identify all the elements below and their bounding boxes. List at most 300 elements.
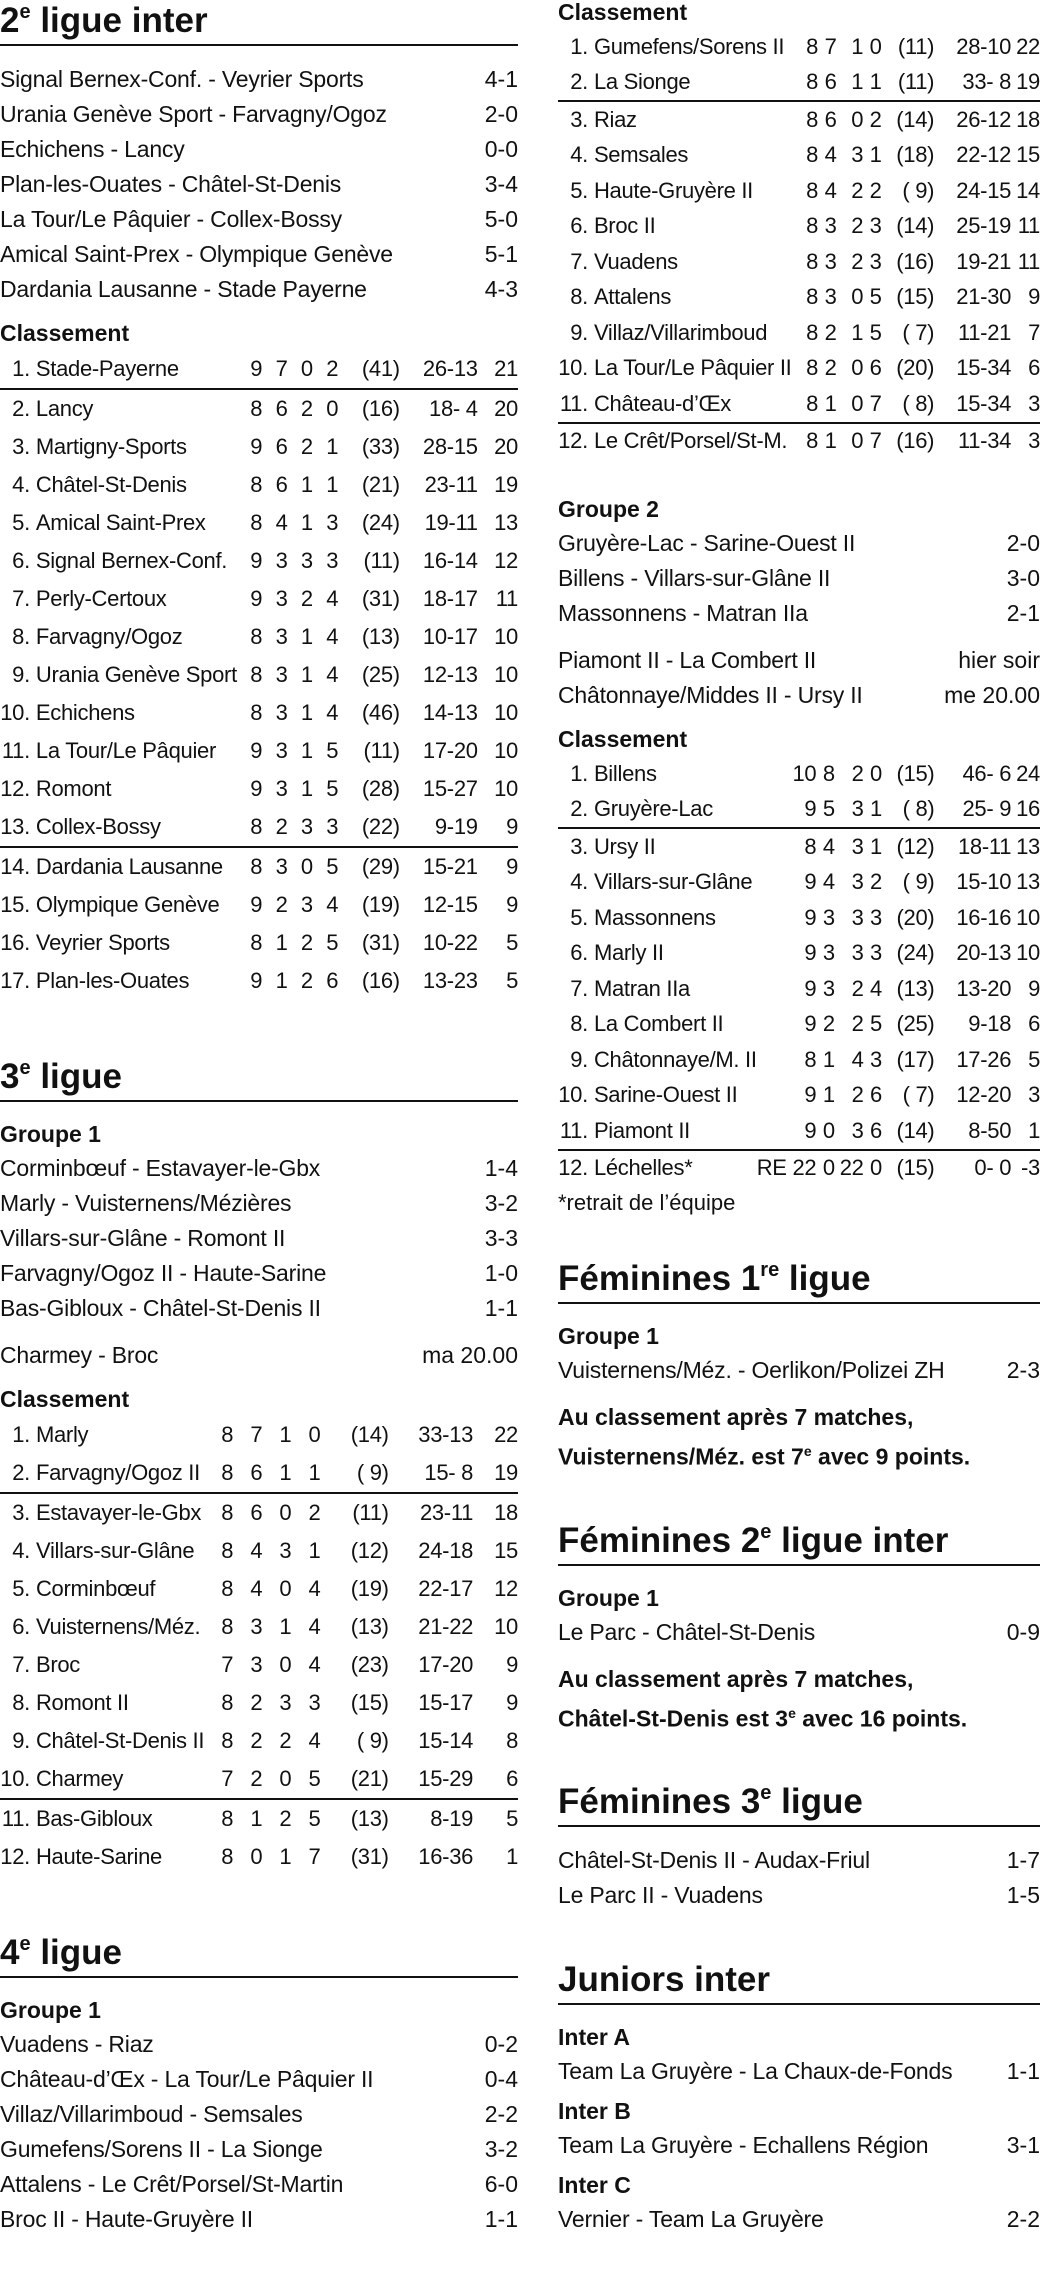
row-lost: 1 [864, 792, 882, 829]
table-row [0, 580, 518, 618]
row-drawn: 0 [279, 1652, 292, 1677]
row-team: Attalens [593, 284, 672, 310]
row-played: 10 [792, 760, 817, 786]
row-drawn: 0 [837, 386, 864, 423]
table-row [558, 101, 1040, 138]
match-row [0, 132, 518, 167]
row-drawn: 2 [300, 968, 313, 993]
row-penalty: (15) [896, 760, 935, 786]
row-played: 8 [806, 33, 819, 59]
section-title: Féminines 2e ligue inter [558, 1520, 1040, 1566]
row-team: Romont [35, 776, 112, 801]
row-played: 9 [804, 940, 817, 966]
row-rank: 2. [0, 1454, 36, 1493]
row-lost: 1 [326, 472, 339, 497]
row-won: 3 [822, 904, 835, 930]
row-penalty: (16) [896, 428, 935, 454]
row-won: 4 [822, 869, 835, 895]
row-played: 9 [804, 975, 817, 1001]
row-goals: 14-13 [422, 700, 478, 725]
row-won: 4 [275, 510, 288, 535]
row-played: 8 [250, 472, 263, 497]
row-drawn: 2 [279, 1806, 292, 1831]
row-goals: 21-22 [418, 1614, 474, 1639]
row-rank: 2. [558, 65, 594, 102]
table-row [558, 65, 1040, 102]
match-row [0, 2132, 518, 2167]
match-row [0, 167, 518, 202]
row-lost: 0 [326, 396, 339, 421]
row-played: 8 [250, 854, 263, 879]
row-team: Châtel-St-Denis II [35, 1728, 205, 1753]
row-played: 8 [204, 1454, 233, 1493]
row-lost: 5 [326, 854, 339, 879]
row-points: 5 [1028, 1046, 1040, 1072]
row-points: 10 [1016, 940, 1040, 966]
table-row [558, 792, 1040, 829]
match-teams: Billens - Villars-sur-Glâne II [558, 565, 831, 591]
row-won: 3 [824, 284, 837, 310]
row-played: 8 [250, 510, 263, 535]
table-row [558, 1113, 1040, 1150]
match-results [558, 2128, 1040, 2163]
row-points: 14 [1016, 177, 1040, 203]
row-goals: 17-26 [956, 1046, 1012, 1072]
row-rank: 7. [12, 1652, 30, 1677]
row-team: Marly II [593, 940, 664, 966]
row-drawn: 2 [300, 434, 313, 459]
row-points: 15 [494, 1538, 518, 1563]
row-goals: 13-23 [422, 968, 478, 993]
row-penalty: (13) [350, 1614, 389, 1639]
row-lost: 4 [326, 624, 339, 649]
row-played: 8 [804, 833, 817, 859]
row-lost: 1 [870, 833, 882, 859]
row-points: 20 [494, 434, 518, 459]
row-goals: 26-12 [956, 106, 1012, 132]
section-title: Juniors inter [558, 1959, 1040, 2005]
match-score: 2-3 [1006, 1357, 1040, 1383]
row-won: 5 [816, 792, 834, 829]
row-won: 2 [824, 319, 837, 345]
row-won: 6 [250, 1500, 263, 1525]
row-points: 5 [506, 968, 518, 993]
row-lost: 5 [326, 930, 339, 955]
row-penalty: (15) [350, 1690, 389, 1715]
row-penalty: ( 9) [902, 869, 935, 895]
table-row [558, 865, 1040, 901]
row-penalty: ( 9) [320, 1454, 388, 1493]
row-won: 1 [824, 428, 837, 454]
row-rank: 11. [558, 386, 594, 423]
row-points: 10 [494, 662, 518, 687]
row-lost: 4 [308, 1576, 321, 1601]
row-lost: 3 [308, 1690, 321, 1715]
row-rank: 10. [558, 1082, 588, 1108]
row-won: 3 [275, 738, 288, 763]
section-4e-ligue-classement [558, 0, 1040, 459]
table-row [558, 1078, 1040, 1114]
row-rank: 7. [12, 586, 30, 611]
row-points: 13 [1016, 869, 1040, 895]
row-points: 10 [494, 700, 518, 725]
row-drawn: 3 [288, 808, 313, 847]
match-teams: Le Parc II - Vuadens [558, 1882, 763, 1909]
row-rank: 12. [558, 428, 588, 454]
row-points: 7 [1028, 319, 1040, 345]
row-penalty: (31) [361, 930, 400, 955]
match-score: 4-1 [484, 66, 518, 92]
row-penalty: (19) [361, 892, 400, 917]
match-teams: Team La Gruyère - La Chaux-de-Fonds [558, 2058, 953, 2085]
match-teams: La Tour/Le Pâquier - Collex-Bossy [0, 206, 342, 232]
match-score: 2-2 [484, 2101, 518, 2127]
row-team: La Tour/Le Pâquier II [593, 355, 792, 381]
match-teams: Marly - Vuisternens/Mézières [0, 1190, 292, 1216]
row-rank: 1. [570, 33, 588, 59]
row-drawn: 2 [300, 396, 313, 421]
row-goals: 24-15 [956, 177, 1012, 203]
match-teams: Vernier - Team La Gruyère [558, 2206, 824, 2233]
row-rank: 16. [0, 930, 30, 955]
row-goals: 15-14 [418, 1728, 474, 1753]
row-goals: 15-21 [422, 854, 478, 879]
row-team: Signal Bernex-Conf. [35, 548, 228, 573]
table-row [0, 1646, 518, 1684]
table-row [0, 1570, 518, 1608]
table-row [0, 542, 518, 580]
row-rank: 5. [12, 510, 30, 535]
row-won: 3 [824, 213, 837, 239]
match-row [0, 202, 518, 237]
match-row [0, 2062, 518, 2097]
match-row [0, 1291, 518, 1326]
row-goals: 10-22 [422, 930, 478, 955]
match-score: 3-0 [1006, 565, 1040, 591]
row-lost: 4 [326, 892, 339, 917]
row-won: 7 [262, 350, 287, 389]
row-points: 1 [506, 1844, 518, 1869]
row-lost: 5 [326, 738, 339, 763]
match-results [558, 2202, 1040, 2237]
row-points: 10 [494, 738, 518, 763]
row-drawn: 3 [851, 869, 864, 895]
row-team: Lancy [35, 396, 94, 421]
row-points: 15 [1016, 142, 1040, 168]
table-row [0, 1532, 518, 1570]
row-goals: 9-18 [968, 1011, 1012, 1037]
row-won: 2 [250, 1690, 263, 1715]
match-teams: Châtel-St-Denis II - Audax-Friul [558, 1847, 870, 1874]
row-lost: 4 [308, 1614, 321, 1639]
row-penalty: ( 7) [902, 1082, 935, 1108]
section-title: Féminines 1re ligue [558, 1258, 1040, 1304]
row-penalty: (23) [350, 1652, 389, 1677]
row-rank: 3. [570, 833, 588, 859]
row-rank: 4. [570, 142, 588, 168]
row-penalty: ( 9) [902, 177, 935, 203]
row-won: 1 [250, 1806, 263, 1831]
row-goals: 19-11 [424, 510, 478, 535]
row-won: 1 [275, 968, 288, 993]
table-row [0, 1722, 518, 1760]
row-drawn: 2 [851, 1082, 864, 1108]
row-drawn: 1 [300, 624, 313, 649]
table-row [558, 351, 1040, 387]
row-penalty: (46) [361, 700, 400, 725]
row-points: 12 [494, 1576, 518, 1601]
match-teams: Vuisternens/Méz. - Oerlikon/Polizei ZH [558, 1357, 945, 1383]
row-goals: 24-18 [418, 1538, 474, 1563]
match-teams: Châtonnaye/Middes II - Ursy II [558, 682, 863, 708]
row-penalty: (24) [361, 510, 400, 535]
row-played: 8 [221, 1844, 234, 1869]
row-points: 20 [494, 396, 518, 421]
row-won: 6 [233, 1454, 262, 1493]
section-feminines-3e-ligue [558, 1781, 1040, 1913]
row-penalty: (11) [882, 65, 935, 102]
match-row [558, 596, 1040, 631]
table-row [0, 1799, 518, 1838]
row-drawn: 1 [300, 738, 313, 763]
standings-table [558, 29, 1040, 459]
row-lost: 5 [869, 284, 882, 310]
row-goals: 25- 9 [934, 792, 1011, 829]
table-row [0, 1760, 518, 1799]
group-label: Inter C [558, 2172, 631, 2199]
group-label: Groupe 1 [558, 1584, 659, 1611]
row-penalty: ( 7) [902, 319, 935, 345]
row-lost: 3 [869, 213, 882, 239]
row-team: Ursy II [593, 833, 656, 859]
row-points: 10 [494, 1614, 518, 1639]
row-goals: 15-34 [956, 355, 1012, 381]
row-points: 3 [1028, 428, 1040, 454]
group-label: Groupe 1 [558, 1323, 659, 1349]
match-score: 0-9 [1006, 1618, 1040, 1645]
row-penalty: (28) [361, 776, 400, 801]
row-team: Villars-sur-Glâne [593, 869, 753, 895]
row-played: 8 [806, 248, 819, 274]
match-score: 3-4 [484, 171, 518, 197]
table-row [558, 828, 1040, 865]
row-played: 8 [250, 930, 263, 955]
section-title: 2e ligue inter [0, 0, 518, 46]
row-lost: 1 [863, 65, 881, 102]
match-score: 0-2 [484, 2031, 518, 2057]
row-goals: 15-34 [934, 386, 1011, 423]
row-penalty: (12) [896, 833, 935, 859]
row-won: 4 [822, 833, 835, 859]
row-lost: 0 [869, 33, 882, 59]
row-penalty: (14) [350, 1422, 389, 1447]
match-score: 1-1 [484, 2206, 518, 2232]
match-teams: Château-d’Œx - La Tour/Le Pâquier II [0, 2066, 374, 2092]
row-rank: 10. [0, 700, 30, 725]
row-won: 7 [250, 1422, 263, 1447]
row-team: Dardania Lausanne [35, 854, 223, 879]
row-team: Farvagny/Ogoz [35, 624, 183, 649]
row-goals: 21-30 [956, 284, 1012, 310]
footnote: *retrait de l’équipe [558, 1190, 736, 1215]
row-played: 8 [806, 284, 819, 310]
match-teams: Attalens - Le Crêt/Porsel/St-Martin [0, 2171, 344, 2197]
row-rank: 13. [0, 808, 36, 847]
row-played: 9 [804, 1011, 817, 1037]
table-row [0, 847, 518, 886]
row-played: 8 [791, 386, 818, 423]
match-score: ma 20.00 [422, 1342, 518, 1368]
row-won: 1 [822, 1046, 835, 1072]
standings-table [0, 350, 518, 1000]
row-points: 9 [506, 1690, 518, 1715]
row-points: 11 [495, 586, 518, 611]
match-score: 3-2 [484, 2136, 518, 2162]
row-lost: 6 [864, 1113, 882, 1150]
row-rank: 1. [570, 760, 588, 786]
row-team: Haute-Gruyère II [593, 177, 753, 203]
row-points: 11 [1017, 248, 1040, 274]
row-penalty: (20) [896, 355, 935, 381]
row-drawn: 2 [851, 1011, 864, 1037]
row-team: Vuisternens/Méz. [35, 1614, 201, 1639]
row-lost: 1 [291, 1454, 320, 1493]
table-row [0, 1454, 518, 1493]
row-rank: 7. [570, 975, 588, 1001]
row-rank: 8. [12, 1690, 30, 1715]
row-goals: 18-17 [422, 586, 478, 611]
row-drawn: 2 [300, 930, 313, 955]
row-lost: 3 [869, 248, 882, 274]
row-rank: 7. [570, 248, 588, 274]
row-lost: 3 [313, 808, 338, 847]
row-team: Plan-les-Ouates [35, 968, 190, 993]
row-points: 19 [473, 1454, 518, 1493]
table-row [0, 389, 518, 428]
row-rank: 6. [12, 548, 30, 573]
row-rank: 12. [0, 776, 30, 801]
match-row [558, 2202, 1040, 2237]
table-row [0, 1608, 518, 1646]
match-score: 1-1 [484, 1295, 518, 1321]
row-points: 9 [1028, 975, 1040, 1001]
match-teams: Signal Bernex-Conf. - Veyrier Sports [0, 66, 364, 92]
match-teams: Charmey - Broc [0, 1342, 159, 1368]
match-row [0, 1221, 518, 1256]
row-played: 8 [806, 177, 819, 203]
row-points: 13 [1016, 833, 1040, 859]
row-penalty: (33) [361, 434, 400, 459]
group-label: Groupe 1 [0, 1997, 101, 2023]
row-team: Collex-Bossy [36, 808, 237, 847]
row-drawn: 0 [851, 284, 864, 310]
match-row [558, 561, 1040, 596]
row-penalty: (13) [896, 975, 935, 1001]
row-goals: 12-20 [956, 1082, 1012, 1108]
row-penalty: (21) [361, 472, 400, 497]
row-goals: 8-50 [934, 1113, 1011, 1150]
row-team: Semsales [593, 142, 689, 168]
row-played: 8 [806, 319, 819, 345]
row-points: 18 [1016, 106, 1040, 132]
row-won: 7 [824, 33, 837, 59]
row-team: Le Crêt/Porsel/St-M. [593, 428, 788, 454]
row-drawn: 2 [851, 248, 864, 274]
row-rank: 2. [558, 792, 594, 829]
row-won: 8 [822, 760, 835, 786]
table-row [558, 386, 1040, 423]
row-drawn: 3 [835, 1113, 864, 1150]
row-lost: 1 [326, 434, 339, 459]
match-row [558, 1353, 1040, 1388]
row-played: 8 [221, 1690, 234, 1715]
row-penalty: (14) [896, 213, 935, 239]
row-penalty: (24) [896, 940, 935, 966]
row-rank: 15. [0, 892, 30, 917]
row-penalty: (14) [896, 106, 935, 132]
match-teams: Team La Gruyère - Echallens Région [558, 2132, 929, 2159]
match-score: 3-2 [484, 1190, 518, 1216]
row-goals: 46- 6 [962, 760, 1012, 786]
match-row [0, 2167, 518, 2202]
row-drawn: 3 [279, 1690, 292, 1715]
row-lost: 0 [870, 1155, 882, 1181]
row-lost: 4 [870, 975, 882, 1001]
row-won: 0 [816, 1113, 834, 1150]
row-drawn: 3 [300, 892, 313, 917]
table-row [0, 886, 518, 924]
row-goals: 16-16 [956, 904, 1012, 930]
row-rank: 1. [0, 350, 36, 389]
table-row [558, 138, 1040, 174]
row-points: 9 [506, 1652, 518, 1677]
row-team: Châtel-St-Denis [35, 472, 187, 497]
row-penalty: (21) [320, 1760, 388, 1799]
match-score: 3-3 [484, 1225, 518, 1251]
row-goals: 19-21 [956, 248, 1012, 274]
match-teams: Dardania Lausanne - Stade Payerne [0, 276, 367, 302]
row-goals: 15-10 [956, 869, 1012, 895]
row-goals: 17-20 [418, 1652, 474, 1677]
row-drawn: 3 [835, 792, 864, 829]
row-lost: 4 [308, 1728, 321, 1753]
row-played: 9 [250, 548, 263, 573]
match-teams: Echichens - Lancy [0, 136, 185, 162]
row-lost: 6 [870, 1082, 882, 1108]
match-teams: Gruyère-Lac - Sarine-Ouest II [558, 530, 856, 556]
row-played: 8 [804, 1046, 817, 1072]
match-score: 6-0 [484, 2171, 518, 2197]
row-won: 3 [250, 1652, 263, 1677]
row-played: 8 [221, 1422, 234, 1447]
row-lost: 7 [308, 1844, 321, 1869]
row-drawn: 2 [851, 213, 864, 239]
row-won: 2 [824, 355, 837, 381]
table-row [0, 808, 518, 847]
match-results [558, 2054, 1040, 2089]
row-points: 6 [1028, 355, 1040, 381]
row-played: 8 [806, 142, 819, 168]
row-drawn: 0 [300, 854, 313, 879]
row-won: 3 [824, 248, 837, 274]
row-rank: 5. [12, 1576, 30, 1601]
row-lost: 4 [326, 662, 339, 687]
match-teams: Urania Genève Sport - Farvagny/Ogoz [0, 101, 387, 127]
row-lost: 5 [870, 1011, 882, 1037]
row-rank: 10. [0, 1760, 36, 1799]
row-rank: 3. [12, 1500, 30, 1525]
table-row [558, 244, 1040, 280]
